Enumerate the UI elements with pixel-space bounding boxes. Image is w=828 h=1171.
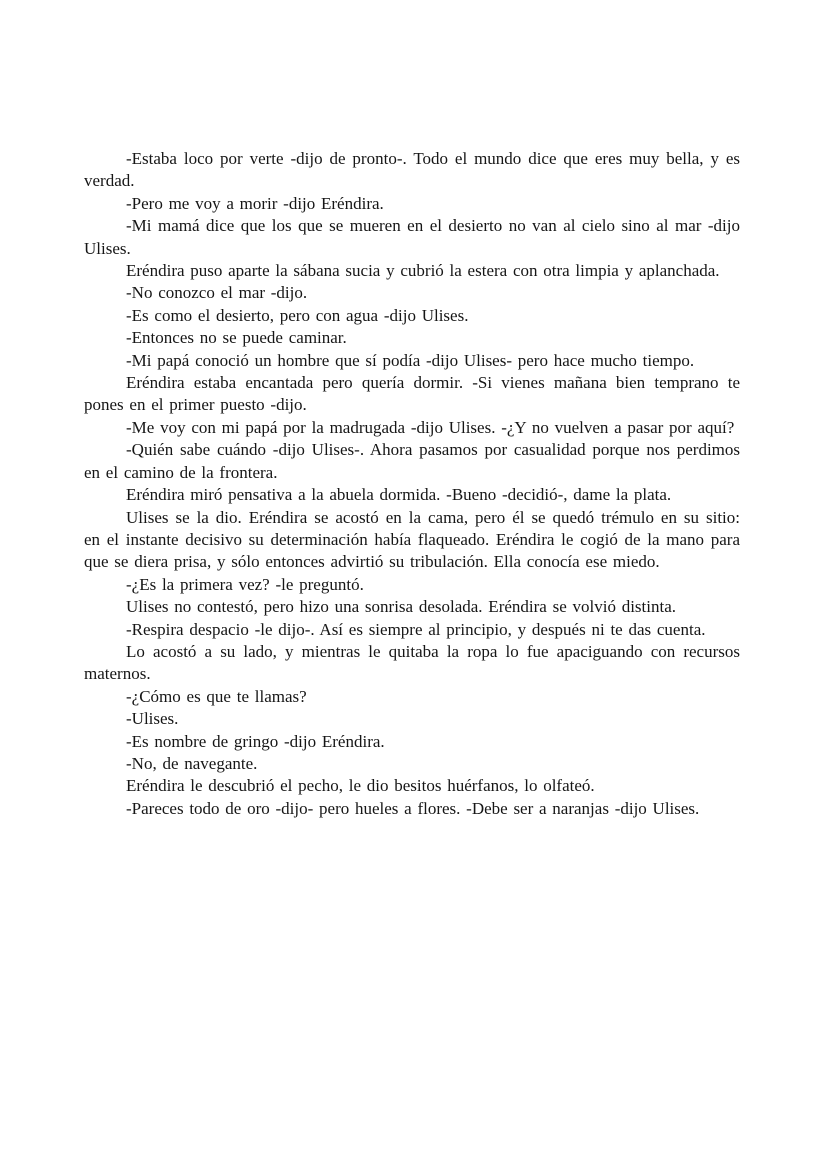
paragraph: -Pareces todo de oro -dijo- pero hueles a flores. -Debe ser a naranjas -dijo Ulises. [126, 798, 700, 818]
paragraph: -Es nombre de gringo -dijo Eréndira. [126, 731, 385, 751]
paragraph: -Ulises. [126, 709, 179, 729]
paragraph: -Me voy con mi papá por la madrugada -dijo Ulises. -¿Y no vuelven a pasar por aquí? [126, 417, 735, 437]
paragraph: Ulises se la dio. Eréndira se acostó en la cama, pero él se quedó trémulo en su sitio: en el instante decisivo su determinación había flaqueado. Eréndira le cogió de la mano para que se diera prisa, y sólo entonces advirtió su tribulación. Ella conocía ese miedo. [84, 507, 740, 572]
paragraph: -Pero me voy a morir -dijo Eréndira. [126, 193, 384, 213]
paragraph: Lo acostó a su lado, y mientras le quitaba la ropa lo fue apaciguando con recursos maternos. [84, 641, 740, 684]
paragraph: Ulises no contestó, pero hizo una sonrisa desolada. Eréndira se volvió distinta. [126, 597, 676, 617]
paragraph: -Entonces no se puede caminar. [126, 328, 347, 348]
paragraph: -Respira despacio -le dijo-. Así es siempre al principio, y después ni te das cuenta. [126, 619, 706, 639]
paragraph: -Mi papá conoció un hombre que sí podía -dijo Ulises- pero hace mucho tiempo. [126, 350, 695, 370]
paragraph: -Estaba loco por verte -dijo de pronto-. Todo el mundo dice que eres muy bella, y es verdad. [84, 149, 740, 191]
paragraph: -No conozco el mar -dijo. [126, 283, 308, 303]
paragraph: -Quién sabe cuándo -dijo Ulises-. Ahora pasamos por casualidad porque nos perdimos en el camino de la frontera. [84, 440, 740, 482]
paragraph: -¿Es la primera vez? -le preguntó. [126, 574, 364, 594]
paragraph: -¿Cómo es que te llamas? [126, 686, 307, 706]
paragraph: Eréndira le descubrió el pecho, le dio besitos huérfanos, lo olfateó. [126, 776, 595, 796]
text-block [84, 148, 740, 820]
paragraph: Eréndira puso aparte la sábana sucia y cubrió la estera con otra limpia y aplanchada. [126, 261, 720, 281]
paragraph: Eréndira estaba encantada pero quería dormir. -Si vienes mañana bien temprano te pones en el primer puesto -dijo. [84, 373, 740, 415]
paragraph: -Mi mamá dice que los que se mueren en el desierto no van al cielo sino al mar -dijo Ulises. [84, 216, 740, 258]
paragraph: -Es como el desierto, pero con agua -dijo Ulises. [126, 305, 469, 325]
paragraph: -No, de navegante. [126, 753, 258, 773]
paragraph: Eréndira miró pensativa a la abuela dormida. -Bueno -decidió-, dame la plata. [126, 485, 672, 505]
